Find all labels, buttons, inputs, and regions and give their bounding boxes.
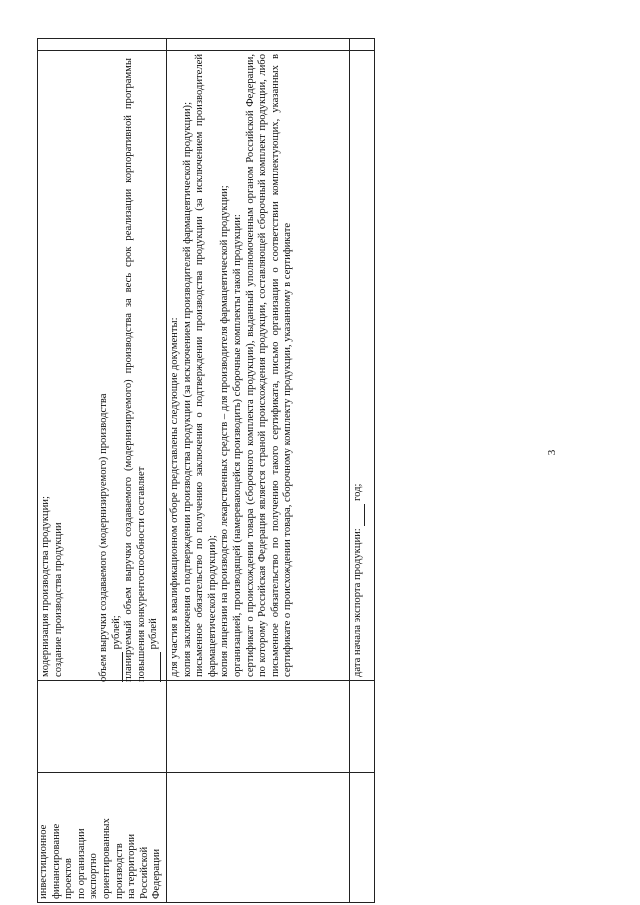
label-line: Федерации <box>151 848 163 899</box>
export-start-label: дата начала экспорта продукции: <box>351 528 363 677</box>
label-line: производств <box>113 843 125 899</box>
blank-field <box>354 504 365 526</box>
label-line: экспортно <box>88 853 100 899</box>
label-line: проектов <box>63 858 75 899</box>
row-label-cell-empty <box>166 773 349 903</box>
narrow-cell <box>349 39 374 51</box>
label-line: на территории <box>126 833 138 899</box>
content-cell <box>349 51 374 681</box>
label-line: финансирование <box>50 823 62 899</box>
planned-text: планируемый объем выручки создаваемого (модернизируемого) производства за весь срок реализации корпоративной программы повышения конкурентоспособности составляет <box>123 58 147 682</box>
middle-cell <box>38 681 166 773</box>
blank-field <box>150 652 161 682</box>
row-label-cell <box>38 773 167 903</box>
label-line: инвестиционное <box>38 824 49 899</box>
planned-amount-line <box>148 58 161 682</box>
planned-suffix: рублей <box>148 618 160 650</box>
narrow-cell <box>166 39 349 51</box>
paragraph: копия лицензии на производство лекарственных средств – для производителя фармацевтической продукции; <box>219 185 231 677</box>
paragraph: письменное обязательство по получению заключения о подтверждении производства продукции (за исключением производителей фармацевтической продукции); <box>194 54 218 677</box>
volume-block <box>98 58 161 682</box>
label-line: ориентированных <box>100 818 112 899</box>
paragraph: копия заключения о подтверждении производства продукции (за исключением производителей фармацевтической продукции); <box>181 101 193 677</box>
middle-cell <box>166 681 349 773</box>
content-cell <box>166 51 349 681</box>
paragraph: для участия в квалификационном отборе представлены следующие документы: <box>168 317 180 677</box>
text-line: создание производства продукции <box>52 522 64 677</box>
volume-line: объем выручки создаваемого (модернизируемого) производства <box>98 393 109 682</box>
requirements-table <box>37 38 375 903</box>
table-row <box>166 39 349 903</box>
middle-cell <box>349 681 374 773</box>
volume-amount-line <box>111 58 124 682</box>
label-line: Российской <box>138 846 150 899</box>
paragraph: сертификат о происхождении товара (сборочного комплекта продукции), выданный уполномоченным органом Российской Федерации, по которому Российская Федерация является страной происхождения продукции, составляющей сборочный комплект продукции, либо письменное обязательство по получению такого сертификата, письмо организации о соответствии комплектующих, указанных в сертификате о происхождении товара, сборочному комплекту продукции, указанному в сертификате <box>244 54 294 677</box>
export-start-suffix: год; <box>351 483 363 501</box>
text-line: модернизация производства продукции; <box>40 496 51 677</box>
volume-suffix: рублей; <box>110 615 122 650</box>
table-row <box>349 39 374 903</box>
label-line: по организации <box>75 828 87 899</box>
blank-field <box>112 652 123 682</box>
row-label-cell-empty <box>349 773 374 903</box>
paragraph: организацией, производящей (намеревающейся производить) сборочные комплекты такой продукции: <box>231 214 243 677</box>
narrow-cell <box>38 39 167 51</box>
page-number: 3 <box>546 449 558 456</box>
